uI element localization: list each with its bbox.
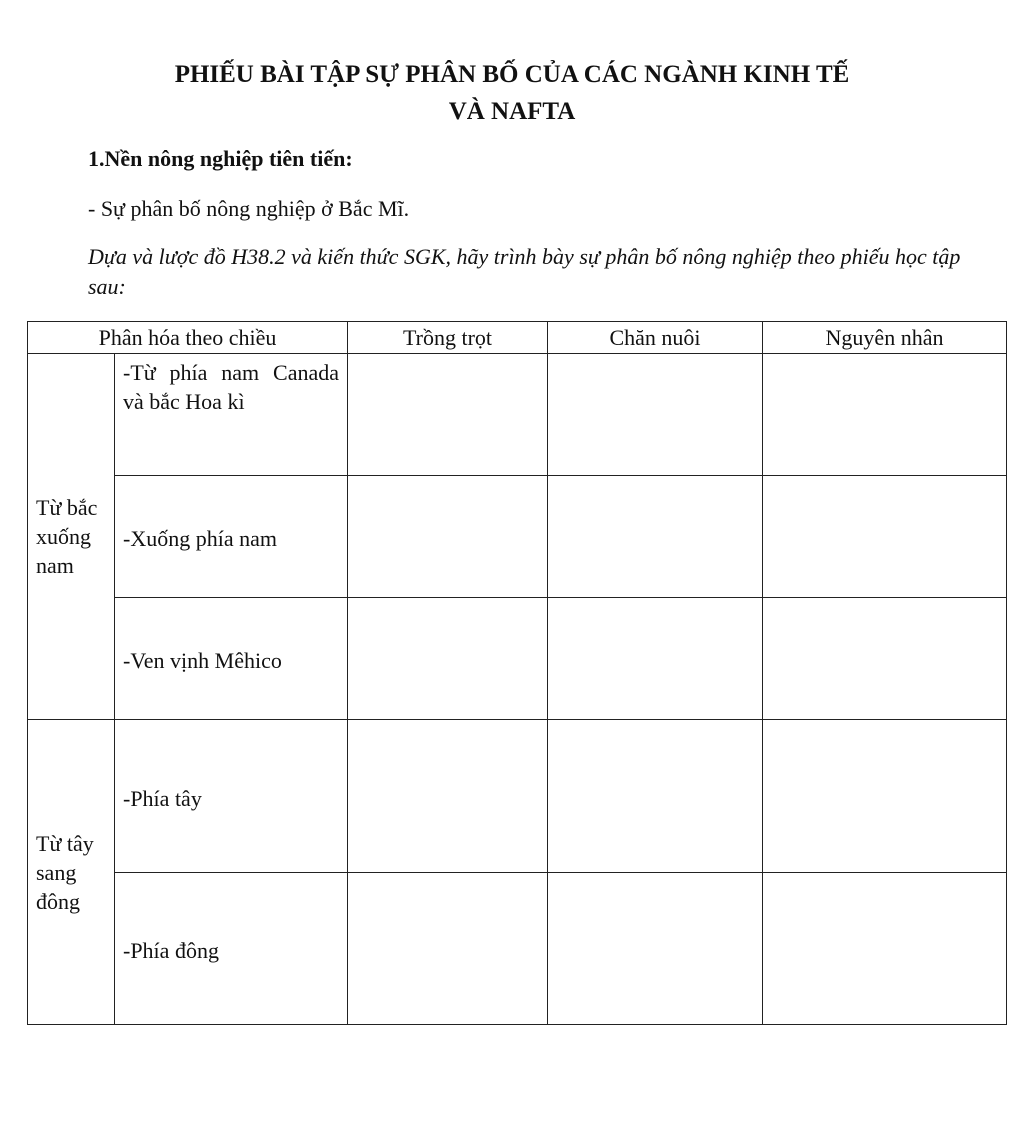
crops-cell[interactable] <box>348 354 548 476</box>
worksheet-title <box>0 56 1024 130</box>
table-row <box>28 598 1007 720</box>
livestock-cell[interactable] <box>548 476 763 598</box>
crops-cell[interactable] <box>348 873 548 1025</box>
table-row <box>28 873 1007 1025</box>
row-label: -Từ phía nam Canada và bắc Hoa kì <box>115 354 348 476</box>
table-row <box>28 720 1007 873</box>
group-label-west-east: Từ tây sang đông <box>28 720 115 1025</box>
header-cause: Nguyên nhân <box>763 322 1007 354</box>
livestock-cell[interactable] <box>548 354 763 476</box>
table-header-row <box>28 322 1007 354</box>
livestock-cell[interactable] <box>548 720 763 873</box>
crops-cell[interactable] <box>348 598 548 720</box>
cause-cell[interactable] <box>763 873 1007 1025</box>
worksheet-table <box>27 321 1007 1025</box>
group-label-north-south: Từ bắc xuống nam <box>28 354 115 720</box>
table-row <box>28 354 1007 476</box>
row-label: -Phía tây <box>115 720 348 873</box>
row-label: -Ven vịnh Mêhico <box>115 598 348 720</box>
crops-cell[interactable] <box>348 476 548 598</box>
crops-cell[interactable] <box>348 720 548 873</box>
section-heading: 1.Nền nông nghiệp tiên tiến: <box>88 146 353 171</box>
livestock-cell[interactable] <box>548 873 763 1025</box>
cause-cell[interactable] <box>763 354 1007 476</box>
livestock-cell[interactable] <box>548 598 763 720</box>
bullet-text: - Sự phân bố nông nghiệp ở Bắc Mĩ. <box>88 196 410 221</box>
cause-cell[interactable] <box>763 476 1007 598</box>
row-label: -Xuống phía nam <box>115 476 348 598</box>
row-label: -Phía đông <box>115 873 348 1025</box>
cause-cell[interactable] <box>763 598 1007 720</box>
table-row <box>28 476 1007 598</box>
header-differentiation: Phân hóa theo chiều <box>28 322 348 354</box>
header-crops: Trồng trọt <box>348 322 548 354</box>
instruction-text: Dựa và lược đồ H38.2 và kiến thức SGK, hãy trình bày sự phân bố nông nghiệp theo phiếu học tập sau: <box>88 244 961 299</box>
header-livestock: Chăn nuôi <box>548 322 763 354</box>
title-line-1: PHIẾU BÀI TẬP SỰ PHÂN BỐ CỦA CÁC NGÀNH KINH TẾ <box>174 61 850 88</box>
title-line-2: VÀ NAFTA <box>448 98 576 125</box>
cause-cell[interactable] <box>763 720 1007 873</box>
